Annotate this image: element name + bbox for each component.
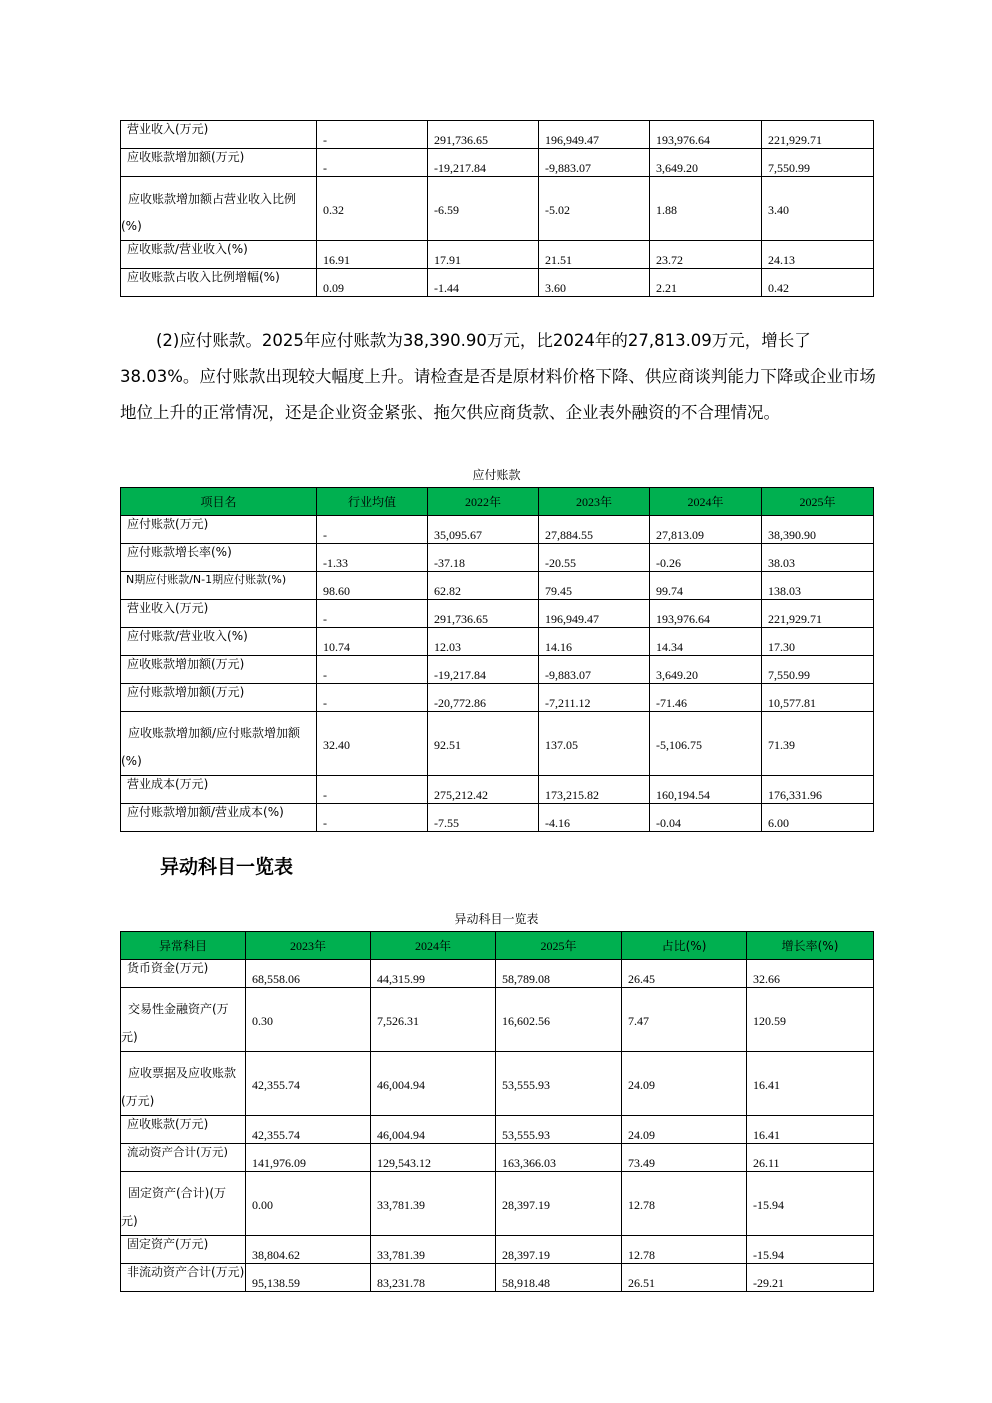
column-header: 2024年 xyxy=(371,932,496,960)
table-cell: 10,577.81 xyxy=(762,684,874,712)
row-label: 交易性金融资产(万元) xyxy=(121,988,246,1052)
table-cell: - xyxy=(317,684,428,712)
row-label: 应收账款增加额占营业收入比例(%) xyxy=(121,177,317,241)
table-cell: 24.13 xyxy=(762,241,874,269)
table-cell: - xyxy=(317,804,428,832)
table-cell: 7,550.99 xyxy=(762,149,874,177)
row-label: 非流动资产合计(万元) xyxy=(121,1264,246,1292)
table-cell: 12.03 xyxy=(428,628,539,656)
table-cell: 21.51 xyxy=(539,241,650,269)
table-cell: 193,976.64 xyxy=(650,121,762,149)
table-cell: 0.32 xyxy=(317,177,428,241)
payables-table-caption: 应付账款 xyxy=(472,468,521,482)
table-cell: 7,526.31 xyxy=(371,988,496,1052)
table-row xyxy=(121,804,874,832)
row-label: 营业收入(万元) xyxy=(121,121,317,149)
table-cell: 33,781.39 xyxy=(371,1236,496,1264)
table-cell: 221,929.71 xyxy=(762,121,874,149)
table-cell: 92.51 xyxy=(428,712,539,776)
table-cell: 42,355.74 xyxy=(246,1116,371,1144)
row-label: 应收账款占收入比例增幅(%) xyxy=(121,269,317,297)
table-cell: 42,355.74 xyxy=(246,1052,371,1116)
table-cell: 3,649.20 xyxy=(650,149,762,177)
anomaly-table-caption: 异动科目一览表 xyxy=(454,912,539,926)
table-cell: 14.16 xyxy=(539,628,650,656)
row-label: 应付账款/营业收入(%) xyxy=(121,628,317,656)
table-cell: 141,976.09 xyxy=(246,1144,371,1172)
table-cell: 196,949.47 xyxy=(539,121,650,149)
table-cell: 46,004.94 xyxy=(371,1052,496,1116)
table-cell: 26.51 xyxy=(622,1264,747,1292)
table-cell: -20,772.86 xyxy=(428,684,539,712)
row-label: 固定资产(合计)(万元) xyxy=(121,1172,246,1236)
table-cell: - xyxy=(317,776,428,804)
table-cell: -29.21 xyxy=(747,1264,874,1292)
table-cell: 58,789.08 xyxy=(496,960,622,988)
row-label: 应收票据及应收账款(万元) xyxy=(121,1052,246,1116)
anomaly-table xyxy=(120,931,874,1292)
table-cell: 10.74 xyxy=(317,628,428,656)
table-cell: 35,095.67 xyxy=(428,516,539,544)
table-header-row xyxy=(121,932,874,960)
table-cell: -0.26 xyxy=(650,544,762,572)
table-cell: 53,555.93 xyxy=(496,1116,622,1144)
table-cell: 163,366.03 xyxy=(496,1144,622,1172)
table-cell: 16.91 xyxy=(317,241,428,269)
row-label: 应收账款增加额(万元) xyxy=(121,149,317,177)
table-cell: -5.02 xyxy=(539,177,650,241)
table-cell: 24.09 xyxy=(622,1116,747,1144)
table-cell: 46,004.94 xyxy=(371,1116,496,1144)
column-header: 占比(%) xyxy=(622,932,747,960)
table-cell: 38,390.90 xyxy=(762,516,874,544)
table-cell: 291,736.65 xyxy=(428,121,539,149)
table-cell: 3,649.20 xyxy=(650,656,762,684)
table-cell: 71.39 xyxy=(762,712,874,776)
table-cell: 16,602.56 xyxy=(496,988,622,1052)
row-label: 流动资产合计(万元) xyxy=(121,1144,246,1172)
table-cell: 196,949.47 xyxy=(539,600,650,628)
table-row xyxy=(121,149,874,177)
row-label: 应付账款增加额(万元) xyxy=(121,684,317,712)
table-row xyxy=(121,1172,874,1236)
table-cell: 14.34 xyxy=(650,628,762,656)
table-cell: 79.45 xyxy=(539,572,650,600)
table-row xyxy=(121,1144,874,1172)
payables-table xyxy=(120,487,874,832)
table-cell: 95,138.59 xyxy=(246,1264,371,1292)
table-cell: 68,558.06 xyxy=(246,960,371,988)
table-cell: - xyxy=(317,149,428,177)
table-cell: 26.45 xyxy=(622,960,747,988)
row-label: 货币资金(万元) xyxy=(121,960,246,988)
column-header: 行业均值 xyxy=(317,488,428,516)
table-header-row xyxy=(121,488,874,516)
table-cell: -7,211.12 xyxy=(539,684,650,712)
table-row xyxy=(121,269,874,297)
column-header: 2024年 xyxy=(650,488,762,516)
table-cell: 99.74 xyxy=(650,572,762,600)
table-cell: -15.94 xyxy=(747,1172,874,1236)
table-cell: -37.18 xyxy=(428,544,539,572)
table-row xyxy=(121,1236,874,1264)
section-heading: 异动科目一览表 xyxy=(160,856,294,878)
table-cell: 12.78 xyxy=(622,1236,747,1264)
row-label: 固定资产(万元) xyxy=(121,1236,246,1264)
table-row xyxy=(121,1052,874,1116)
table-cell: - xyxy=(317,516,428,544)
row-label: 应收账款增加额/应付账款增加额(%) xyxy=(121,712,317,776)
table-cell: -19,217.84 xyxy=(428,149,539,177)
table-row xyxy=(121,177,874,241)
table-cell: 27,813.09 xyxy=(650,516,762,544)
row-label: N期应付账款/N-1期应付账款(%) xyxy=(121,572,317,600)
table-cell: - xyxy=(317,656,428,684)
table-cell: 275,212.42 xyxy=(428,776,539,804)
table-cell: 160,194.54 xyxy=(650,776,762,804)
table-row xyxy=(121,544,874,572)
table-row xyxy=(121,1116,874,1144)
table-cell: 38,804.62 xyxy=(246,1236,371,1264)
row-label: 应付账款增长率(%) xyxy=(121,544,317,572)
table-cell: 120.59 xyxy=(747,988,874,1052)
table-cell: 0.00 xyxy=(246,1172,371,1236)
table-cell: 12.78 xyxy=(622,1172,747,1236)
column-header: 增长率(%) xyxy=(747,932,874,960)
table-cell: 17.91 xyxy=(428,241,539,269)
table-cell: 58,918.48 xyxy=(496,1264,622,1292)
table-cell: 137.05 xyxy=(539,712,650,776)
table-cell: 32.40 xyxy=(317,712,428,776)
table-cell: 173,215.82 xyxy=(539,776,650,804)
table-cell: 16.41 xyxy=(747,1052,874,1116)
table-cell: 129,543.12 xyxy=(371,1144,496,1172)
table-cell: 0.42 xyxy=(762,269,874,297)
table-row xyxy=(121,1264,874,1292)
payables-analysis-paragraph: (2)应付账款。2025年应付账款为38,390.90万元，比2024年的27,813.09万元，增长了38.03%。应付账款出现较大幅度上升。请检查是否是原材料价格下降、供应商谈判能力下降或企业市场地位上升的正常情况，还是企业资金紧张、拖欠供应商货款、企业表外融资的不合理情况。 xyxy=(120,331,876,422)
table-cell: -71.46 xyxy=(650,684,762,712)
table-row xyxy=(121,241,874,269)
table-cell: 62.82 xyxy=(428,572,539,600)
table-row xyxy=(121,712,874,776)
table-row xyxy=(121,572,874,600)
table-cell: - xyxy=(317,600,428,628)
receivables-table xyxy=(120,120,874,297)
table-row xyxy=(121,776,874,804)
table-cell: -15.94 xyxy=(747,1236,874,1264)
table-cell: 6.00 xyxy=(762,804,874,832)
table-cell: 0.30 xyxy=(246,988,371,1052)
table-cell: 2.21 xyxy=(650,269,762,297)
table-cell: 3.40 xyxy=(762,177,874,241)
row-label: 应收账款/营业收入(%) xyxy=(121,241,317,269)
table-cell: 221,929.71 xyxy=(762,600,874,628)
table-cell: 24.09 xyxy=(622,1052,747,1116)
table-cell: 16.41 xyxy=(747,1116,874,1144)
table-cell: 98.60 xyxy=(317,572,428,600)
table-cell: -4.16 xyxy=(539,804,650,832)
table-cell: -7.55 xyxy=(428,804,539,832)
table-cell: 73.49 xyxy=(622,1144,747,1172)
table-row xyxy=(121,628,874,656)
table-cell: 1.88 xyxy=(650,177,762,241)
table-cell: -9,883.07 xyxy=(539,656,650,684)
table-row xyxy=(121,656,874,684)
row-label: 应收账款增加额(万元) xyxy=(121,656,317,684)
column-header: 2023年 xyxy=(539,488,650,516)
table-cell: -20.55 xyxy=(539,544,650,572)
table-cell: -6.59 xyxy=(428,177,539,241)
table-cell: -1.33 xyxy=(317,544,428,572)
row-label: 应付账款增加额/营业成本(%) xyxy=(121,804,317,832)
table-cell: -1.44 xyxy=(428,269,539,297)
table-cell: 38.03 xyxy=(762,544,874,572)
table-cell: 291,736.65 xyxy=(428,600,539,628)
table-cell: 23.72 xyxy=(650,241,762,269)
table-cell: 138.03 xyxy=(762,572,874,600)
column-header: 异常科目 xyxy=(121,932,246,960)
table-cell: 28,397.19 xyxy=(496,1172,622,1236)
column-header: 2025年 xyxy=(496,932,622,960)
column-header: 2022年 xyxy=(428,488,539,516)
table-cell: -0.04 xyxy=(650,804,762,832)
table-cell: -9,883.07 xyxy=(539,149,650,177)
table-cell: -5,106.75 xyxy=(650,712,762,776)
row-label: 营业收入(万元) xyxy=(121,600,317,628)
table-row xyxy=(121,960,874,988)
table-cell: 7,550.99 xyxy=(762,656,874,684)
table-cell: 26.11 xyxy=(747,1144,874,1172)
row-label: 应收账款(万元) xyxy=(121,1116,246,1144)
table-cell: 17.30 xyxy=(762,628,874,656)
table-cell: 44,315.99 xyxy=(371,960,496,988)
column-header: 2025年 xyxy=(762,488,874,516)
table-row xyxy=(121,121,874,149)
table-cell: 7.47 xyxy=(622,988,747,1052)
row-label: 营业成本(万元) xyxy=(121,776,317,804)
column-header: 项目名 xyxy=(121,488,317,516)
table-cell: 53,555.93 xyxy=(496,1052,622,1116)
table-cell: - xyxy=(317,121,428,149)
table-cell: 32.66 xyxy=(747,960,874,988)
table-cell: 83,231.78 xyxy=(371,1264,496,1292)
table-row xyxy=(121,600,874,628)
column-header: 2023年 xyxy=(246,932,371,960)
table-row xyxy=(121,684,874,712)
table-cell: 28,397.19 xyxy=(496,1236,622,1264)
table-cell: 3.60 xyxy=(539,269,650,297)
table-cell: 33,781.39 xyxy=(371,1172,496,1236)
table-row xyxy=(121,988,874,1052)
table-cell: -19,217.84 xyxy=(428,656,539,684)
table-cell: 0.09 xyxy=(317,269,428,297)
table-cell: 27,884.55 xyxy=(539,516,650,544)
row-label: 应付账款(万元) xyxy=(121,516,317,544)
table-cell: 176,331.96 xyxy=(762,776,874,804)
table-cell: 193,976.64 xyxy=(650,600,762,628)
table-row xyxy=(121,516,874,544)
